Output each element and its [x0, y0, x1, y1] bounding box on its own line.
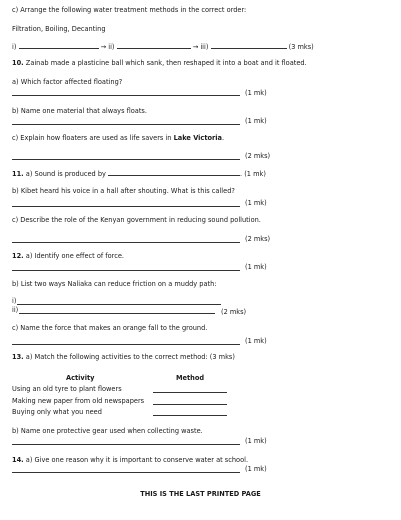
answer-line[interactable]: [12, 159, 240, 160]
q12b-ii-row: [12, 306, 18, 314]
q12b-marks: (2 mks): [221, 308, 247, 316]
q9c-marks: (3 mks): [288, 43, 314, 51]
q9c-ii-label: → ii): [100, 43, 115, 51]
q10b-question: b) Name one material that always floats.: [12, 107, 147, 115]
answer-line[interactable]: [12, 206, 240, 207]
q14a-question: a) Give one reason why it is important to conserve water at school.: [25, 456, 249, 464]
lake-victoria-text: Lake Victoria: [173, 134, 222, 142]
q10a-marks: (1 mk): [245, 89, 267, 97]
q10c-period: .: [222, 134, 225, 142]
q11a-question: a) Sound is produced by: [25, 170, 106, 178]
q9c-options: Filtration, Boiling, Decanting: [12, 25, 106, 33]
q10c-question: [12, 134, 224, 142]
q12b-i-row: [12, 297, 16, 305]
q12b-ii-label: ii): [12, 306, 19, 314]
answer-blank[interactable]: [108, 170, 240, 176]
q10-intro-line: [12, 59, 307, 67]
q14a-marks: (1 mk): [245, 465, 267, 473]
q14-number: 14.: [12, 456, 24, 464]
q10-intro: Zainab made a plasticine ball which sank, then reshaped it into a boat and it floated.: [25, 59, 307, 67]
answer-line[interactable]: [12, 344, 240, 345]
q10b-marks: (1 mk): [245, 117, 267, 125]
answer-blank[interactable]: [211, 43, 287, 49]
q13b-question: b) Name one protective gear used when collecting waste.: [12, 427, 203, 435]
q9c-answer-row: [12, 43, 314, 51]
activity-row: Buying only what you need: [12, 408, 102, 416]
q12a-line: [12, 252, 124, 260]
q13-number: 13.: [12, 353, 24, 361]
q13a-question: a) Match the following activities to the correct method: (3 mks): [25, 353, 235, 361]
method-blank[interactable]: [153, 404, 227, 405]
answer-line[interactable]: [12, 242, 240, 243]
q12-number: 12.: [12, 252, 24, 260]
q9c-question: c) Arrange the following water treatment methods in the correct order:: [12, 6, 247, 14]
q14a-line: [12, 456, 248, 464]
activity-row: Making new paper from old newspapers: [12, 397, 145, 405]
q10c-text: c) Explain how floaters are used as life savers in: [12, 134, 172, 142]
last-page-footer: THIS IS THE LAST PRINTED PAGE: [140, 490, 261, 498]
method-blank[interactable]: [153, 392, 227, 393]
q12c-question: c) Name the force that makes an orange fall to the ground.: [12, 324, 208, 332]
q10a-question: a) Which factor affected floating?: [12, 78, 123, 86]
q9c-iii-label: → iii): [192, 43, 209, 51]
q12b-question: b) List two ways Naliaka can reduce friction on a muddy path:: [12, 280, 217, 288]
answer-blank[interactable]: [117, 43, 191, 49]
q12a-question: a) Identify one effect of force.: [25, 252, 124, 260]
answer-line[interactable]: [17, 304, 221, 305]
q11c-question: c) Describe the role of the Kenyan government in reducing sound pollution.: [12, 216, 261, 224]
answer-line[interactable]: [12, 124, 240, 125]
q11b-marks: (1 mk): [245, 199, 267, 207]
q13a-line: [12, 353, 235, 361]
method-blank[interactable]: [153, 415, 227, 416]
activity-row: Using an old tyre to plant flowers: [12, 385, 122, 393]
q12b-i-label: i): [12, 297, 17, 305]
answer-line[interactable]: [19, 313, 215, 314]
q13b-marks: (1 mk): [245, 437, 267, 445]
q11a-line: [12, 170, 266, 178]
answer-line[interactable]: [12, 444, 240, 445]
method-column-header: Method: [176, 374, 205, 382]
answer-blank[interactable]: [19, 43, 99, 49]
q11-number: 11.: [12, 170, 24, 178]
q12a-marks: (1 mk): [245, 263, 267, 271]
q11c-marks: (2 mks): [245, 235, 271, 243]
q10c-marks: (2 mks): [245, 152, 271, 160]
q11b-question: b) Kibet heard his voice in a hall after shouting. What is this called?: [12, 187, 235, 195]
q11a-marks: . (1 mk): [240, 170, 266, 178]
q9c-i-label: i): [12, 43, 17, 51]
answer-line[interactable]: [12, 95, 240, 96]
answer-line[interactable]: [12, 270, 240, 271]
answer-line[interactable]: [12, 472, 240, 473]
q10-number: 10.: [12, 59, 24, 67]
activity-column-header: Activity: [66, 374, 95, 382]
q12c-marks: (1 mk): [245, 337, 267, 345]
